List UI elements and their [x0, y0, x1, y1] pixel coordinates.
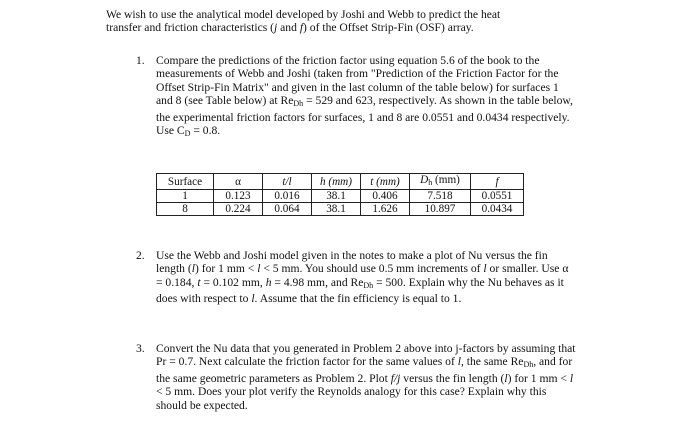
q3-text-part: , the same Re	[460, 355, 524, 369]
header-dh-unit: (mm)	[432, 174, 460, 186]
question-3-text	[156, 342, 576, 412]
q2-text-part: . Assume that the fin efficiency is equal to 1.	[254, 292, 462, 306]
table-cell: 38.1	[312, 190, 361, 203]
table-cell: 0.406	[361, 190, 410, 203]
header-alpha: α	[214, 174, 263, 190]
table-cell: 0.0434	[471, 203, 524, 216]
q2-text-part: = 4.98 mm, and Re	[271, 275, 364, 289]
table-cell: 1.626	[361, 203, 410, 216]
table-cell: 38.1	[312, 203, 361, 216]
q3-text-part: Convert the Nu data that you generated in Problem 2 above into j-factors by assuming that Pr = 0.7. Next calculate the friction factor for the same values of	[156, 342, 576, 369]
table-header-row	[157, 174, 524, 190]
table-cell: 0.0551	[471, 190, 524, 203]
q2-text-part: ) for 1 mm <	[194, 262, 258, 276]
header-surface: Surface	[157, 174, 214, 190]
question-2-text	[156, 249, 576, 306]
q2-text-part: = 500. Explain why the Nu behaves as it does with respect to	[156, 275, 564, 306]
q1-text-a: Compare the predictions of the friction factor using equation 5.6 of the book to the measurements of Webb and Joshi (taken from "Prediction of the Friction Factor for the Offset Strip-Fin Matrix" and given in the last column of the table below) for surfaces 1 and 8 (see Table below) at Re	[156, 54, 559, 108]
q2-l-symbol: l	[483, 262, 487, 276]
table-cell: 7.518	[410, 190, 471, 203]
q3-l-symbol: l	[457, 355, 461, 369]
header-f: f	[471, 174, 524, 190]
q2-sub-dh: Dh	[363, 280, 374, 290]
table-row	[157, 203, 524, 216]
question-2-number: 2.	[136, 249, 145, 262]
table-cell: 10.897	[410, 203, 471, 216]
q2-text-part: Use the Webb and Joshi model given in the notes to make a plot of Nu versus the fin length (	[156, 249, 548, 276]
question-1-number: 1.	[136, 54, 145, 67]
q3-sub-dh: Dh	[523, 360, 534, 370]
header-dh-d: D	[420, 174, 429, 186]
intro-line-1: We wish to use the analytical model developed by Joshi and Webb to predict the heat	[106, 8, 501, 21]
q2-text-part: = 0.102 mm,	[200, 275, 266, 289]
q2-l-symbol: l	[191, 262, 195, 276]
q1-text-b: = 529 and 623, respectively. As shown in the table below, the experimental friction factors for surfaces, 1 and 8 are 0.0551 and 0.0434 respectively. Use C	[156, 94, 573, 138]
q3-text-part: , and for the same geometric parameters as Problem 2. Plot	[156, 355, 573, 385]
q2-l-symbol: l	[257, 262, 261, 276]
table-row	[157, 190, 524, 203]
surface-properties-table	[156, 173, 524, 216]
table-cell: 1	[157, 190, 214, 203]
q1-sub-dh: Dh	[293, 99, 304, 109]
table-cell: 0.123	[214, 190, 263, 203]
table-cell: 0.224	[214, 203, 263, 216]
q2-t-symbol: t	[197, 275, 201, 289]
q2-h-symbol: h	[265, 275, 272, 289]
q1-text-c: = 0.8.	[190, 124, 221, 138]
q1-sub-d: D	[184, 129, 191, 139]
header-h-mm: h (mm)	[312, 174, 361, 190]
q3-text-part: ) for 1 mm <	[507, 371, 570, 385]
intro-paragraph	[106, 8, 606, 35]
intro-line-2-start: transfer and friction characteristics (	[106, 21, 275, 35]
intro-f-symbol: f	[299, 21, 304, 35]
question-1-text	[156, 54, 576, 140]
q3-l-symbol: l	[569, 371, 574, 385]
intro-line-2-and: and	[277, 21, 300, 35]
q3-fj-symbol: f/j	[390, 371, 401, 385]
q3-text-part: < 5 mm. Does your plot verify the Reynolds analogy for this case? Explain why this should be expected.	[156, 385, 547, 412]
header-dh-sub: h	[428, 178, 433, 187]
header-dh-mm	[410, 174, 471, 190]
intro-line-2-end: ) of the Offset Strip-Fin (OSF) array.	[303, 21, 474, 35]
q3-text-part: versus the fin length (	[400, 371, 505, 385]
table-cell: 0.016	[263, 190, 312, 203]
header-t-over-l: t/l	[263, 174, 312, 190]
q2-text-part: or smaller. Use α = 0.184,	[156, 262, 569, 289]
q2-l-symbol: l	[251, 292, 255, 306]
table-cell: 8	[157, 203, 214, 216]
header-t-mm: t (mm)	[361, 174, 410, 190]
table-cell: 0.064	[263, 203, 312, 216]
q3-l-symbol: l	[504, 371, 508, 385]
q2-text-part: < 5 mm. You should use 0.5 mm increments of	[260, 262, 484, 276]
question-3-number: 3.	[136, 342, 145, 355]
intro-j-symbol: j	[274, 21, 278, 35]
